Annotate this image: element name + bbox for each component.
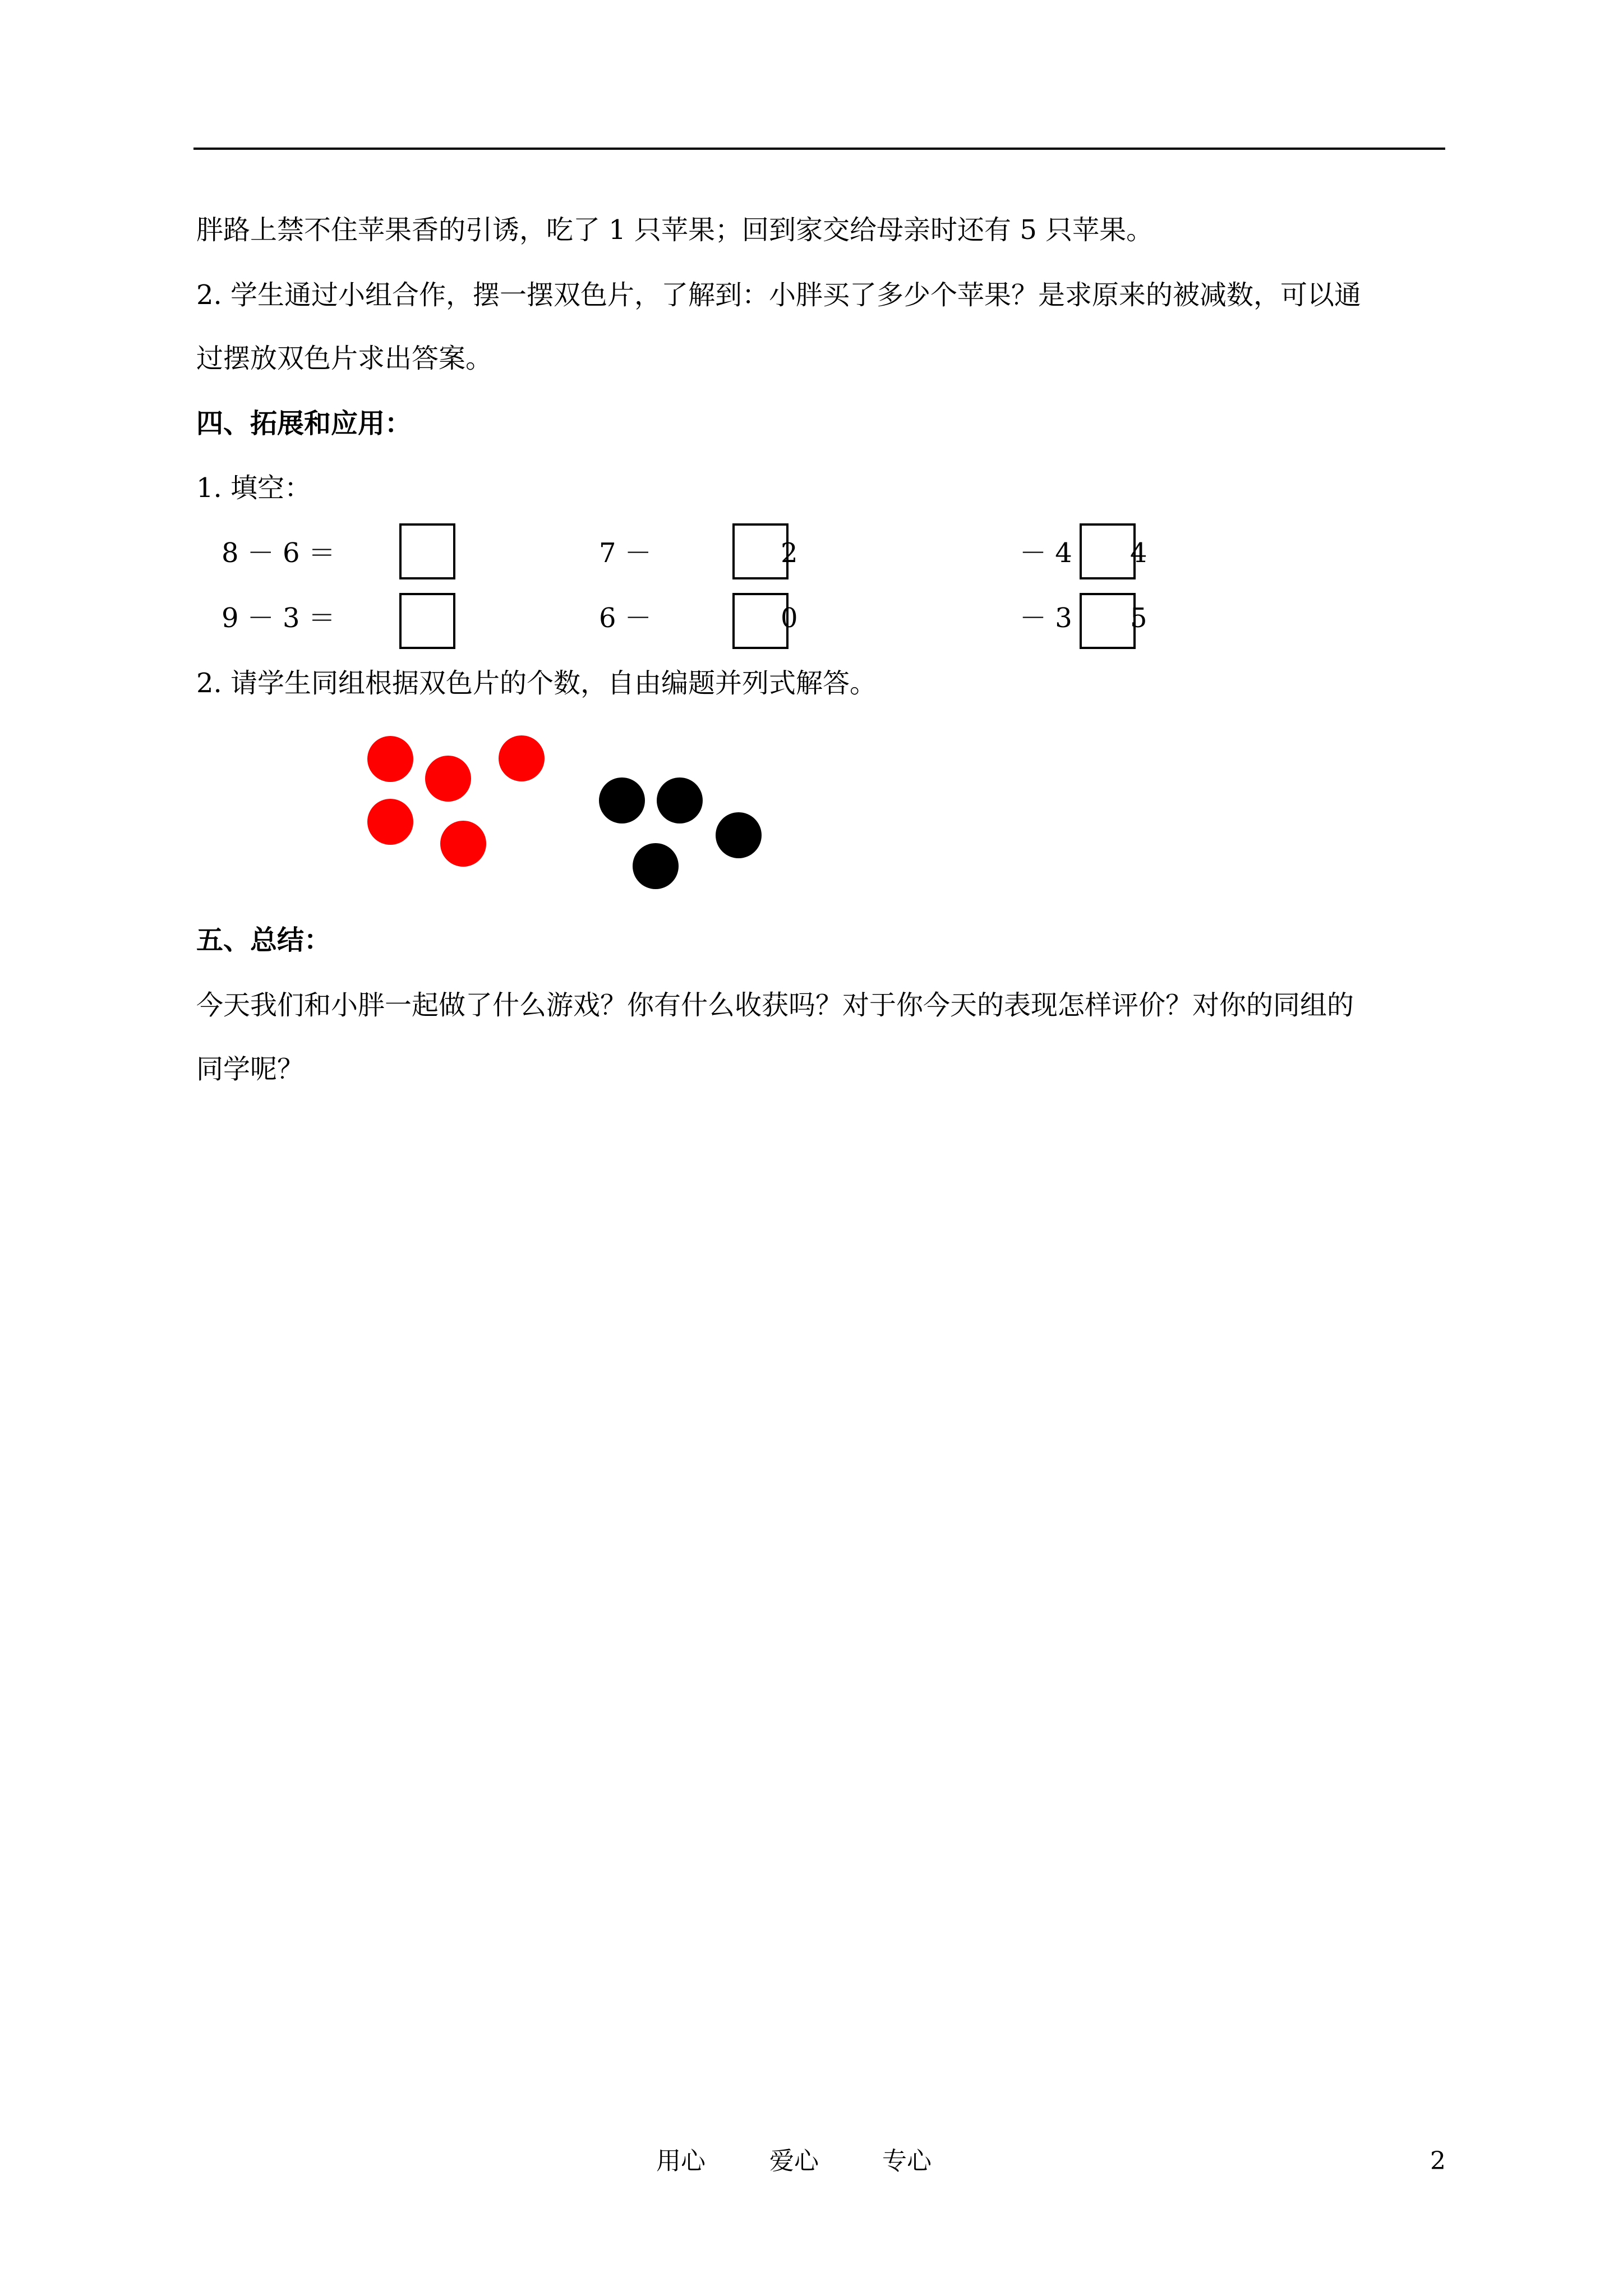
answer-box-1[interactable] [399, 523, 455, 579]
answer-box-2[interactable] [732, 523, 789, 579]
red-counter [499, 735, 545, 781]
answer-box-4[interactable] [399, 593, 455, 649]
item-2-line-1: 2. 学生通过小组合作，摆一摆双色片，了解到：小胖买了多少个苹果？是求原来的被减数，可以通 [196, 279, 1362, 311]
body-line-1: 胖路上禁不住苹果香的引诱，吃了 1 只苹果；回到家交给母亲时还有 5 只苹果。 [196, 214, 1154, 246]
red-counter [367, 799, 413, 845]
exercise-5-tail: 0 [781, 602, 798, 634]
exercise-5: 6 － [599, 602, 652, 634]
header-rule [193, 148, 1445, 150]
answer-box-3[interactable] [1080, 523, 1136, 579]
black-counter [716, 812, 762, 858]
footer-motto-3: 专心 [882, 2147, 932, 2175]
exercise-4: 9 － 3 ＝ [222, 602, 335, 634]
item-2-line-2: 过摆放双色片求出答案。 [196, 343, 493, 374]
black-counter [599, 777, 645, 823]
exercise-3: － 4 [1020, 537, 1072, 569]
exercise-2: 7 － [599, 537, 652, 569]
exercise-6: － 3 [1020, 602, 1072, 634]
fill-blank-label: 1. 填空： [196, 472, 312, 504]
exercise-2-tail: 2 [781, 537, 798, 569]
footer-motto-1: 用心 [656, 2147, 706, 2175]
exercise-6-tail: 5 [1130, 602, 1147, 634]
red-counter [367, 736, 413, 782]
red-counter [425, 756, 471, 802]
counter-task-label: 2. 请学生同组根据双色片的个数，自由编题并列式解答。 [196, 668, 877, 699]
page-number: 2 [1430, 2147, 1446, 2175]
exercise-1: 8 － 6 ＝ [222, 537, 335, 569]
black-counter [657, 777, 703, 823]
black-counter [633, 843, 679, 889]
exercise-3-tail: 4 [1130, 537, 1147, 569]
red-counter [440, 821, 486, 867]
answer-box-6[interactable] [1080, 593, 1136, 649]
footer-motto-2: 爱心 [769, 2147, 819, 2175]
answer-box-5[interactable] [732, 593, 789, 649]
summary-line-1: 今天我们和小胖一起做了什么游戏？你有什么收获吗？对于你今天的表现怎样评价？对你的同组的 [196, 990, 1354, 1021]
section-5-heading: 五、总结： [196, 924, 331, 956]
summary-line-2: 同学呢？ [196, 1053, 305, 1085]
section-4-heading: 四、拓展和应用： [196, 408, 412, 439]
